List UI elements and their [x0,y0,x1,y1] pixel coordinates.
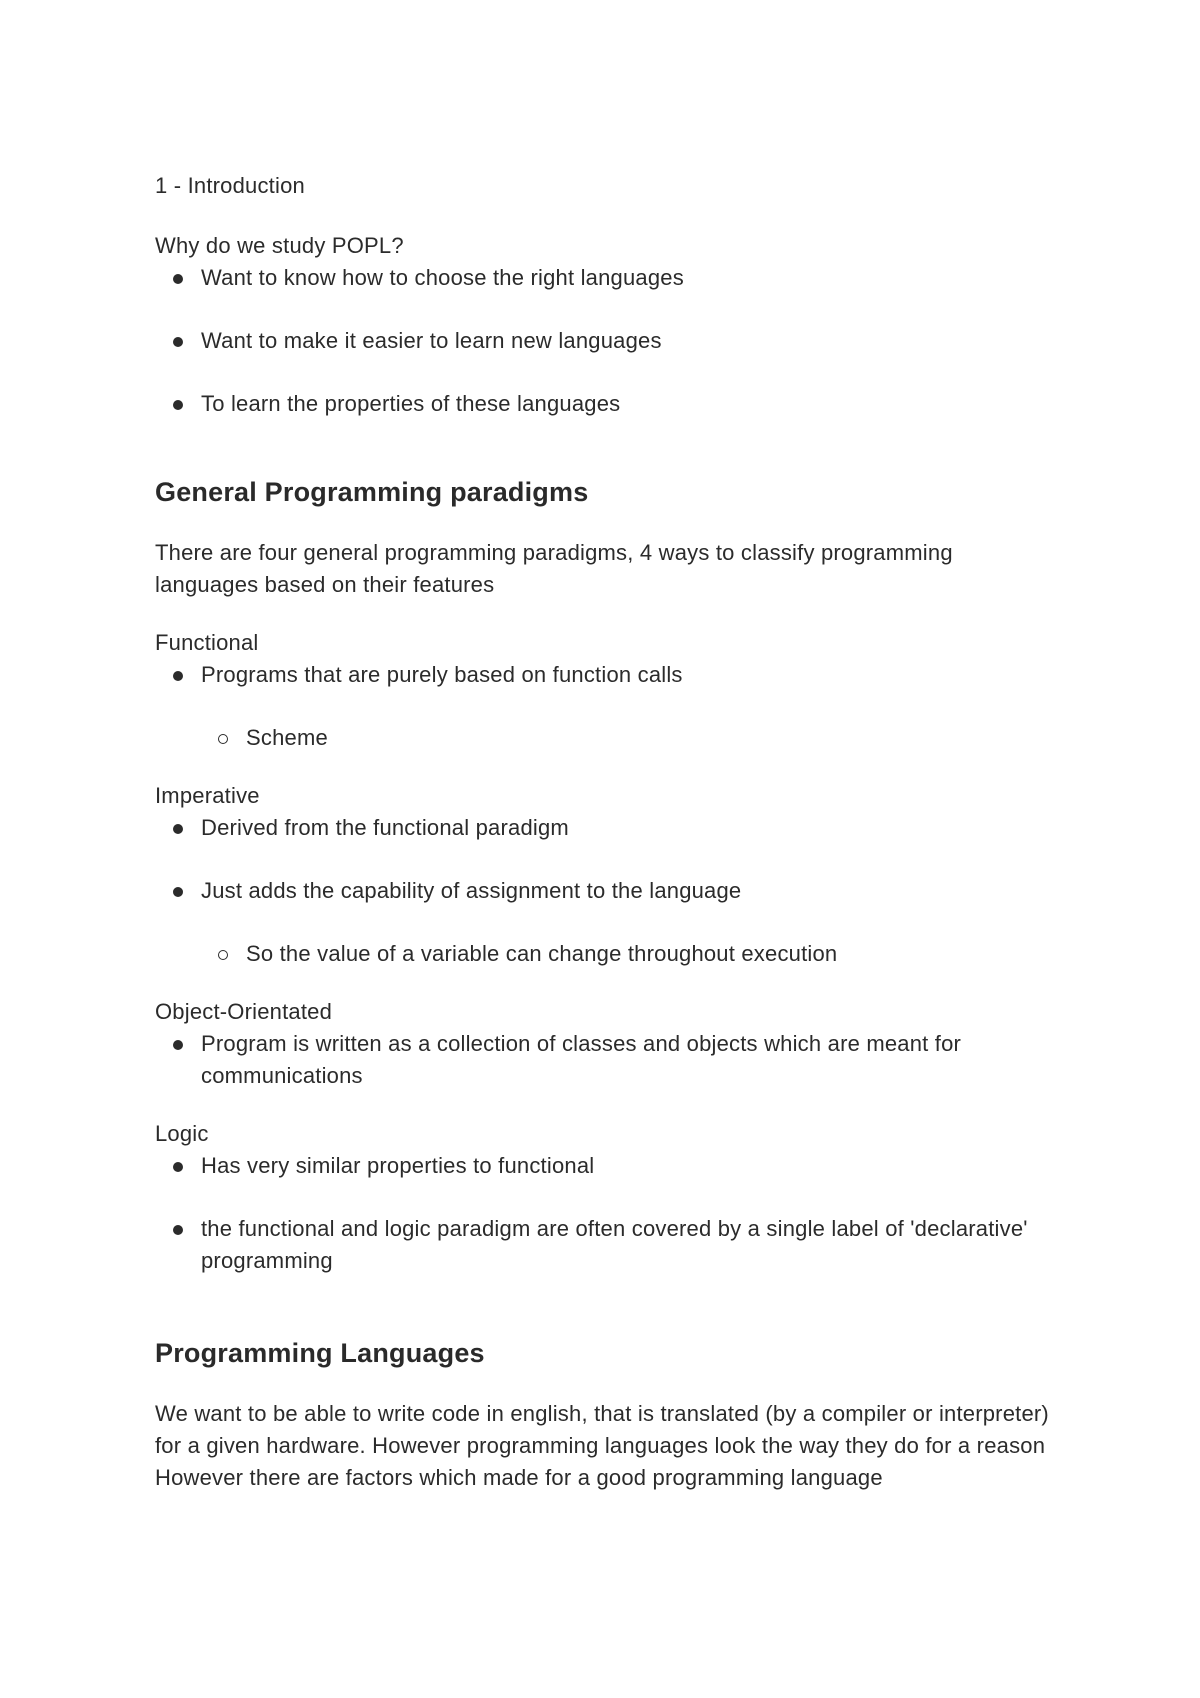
paradigms-intro: There are four general programming paradigms, 4 ways to classify programming languages based on their features [155,540,953,597]
paradigm-label-object-orientated: Object-Orientated [155,999,333,1024]
list-item: Derived from the functional paradigm [155,812,1055,844]
bullet-icon [173,400,183,410]
list-item: Just adds the capability of assignment to the language [155,875,1055,907]
paradigm-label-functional: Functional [155,630,259,655]
list-item: Want to know how to choose the right languages [155,262,1055,294]
section-heading-languages: Programming Languages [155,1338,485,1368]
document-page [155,170,1055,1494]
list-item: Has very similar properties to functional [155,1150,1055,1182]
sub-list-item: So the value of a variable can change throughout execution [155,938,1055,970]
list-item: Programs that are purely based on function calls [155,659,1055,691]
bullet-icon [173,274,183,284]
sub-list-item: Scheme [155,722,1055,754]
hollow-bullet-icon [218,734,228,744]
bullet-icon [173,1162,183,1172]
bullet-icon [173,1225,183,1235]
bullet-icon [173,671,183,681]
imperative-list [155,812,1055,970]
oo-list [155,1028,1055,1092]
list-item: Program is written as a collection of classes and objects which are meant for communications [155,1028,1055,1092]
document-title: 1 - Introduction [155,173,305,198]
logic-list [155,1150,1055,1277]
languages-paragraph: We want to be able to write code in english, that is translated (by a compiler or interpreter) for a given hardware. However programming languages look the way they do for a reason [155,1401,1049,1458]
functional-list [155,659,1055,754]
paradigm-label-logic: Logic [155,1121,209,1146]
why-list [155,262,1055,420]
bullet-icon [173,887,183,897]
list-item: the functional and logic paradigm are often covered by a single label of 'declarative' programming [155,1213,1055,1277]
bullet-icon [173,1040,183,1050]
why-heading: Why do we study POPL? [155,233,404,258]
languages-paragraph-2: However there are factors which made for a good programming language [155,1465,883,1490]
bullet-icon [173,824,183,834]
hollow-bullet-icon [218,950,228,960]
list-item: Want to make it easier to learn new languages [155,325,1055,357]
list-item: To learn the properties of these languages [155,388,1055,420]
bullet-icon [173,337,183,347]
section-heading-paradigms: General Programming paradigms [155,477,589,507]
paradigm-label-imperative: Imperative [155,783,260,808]
